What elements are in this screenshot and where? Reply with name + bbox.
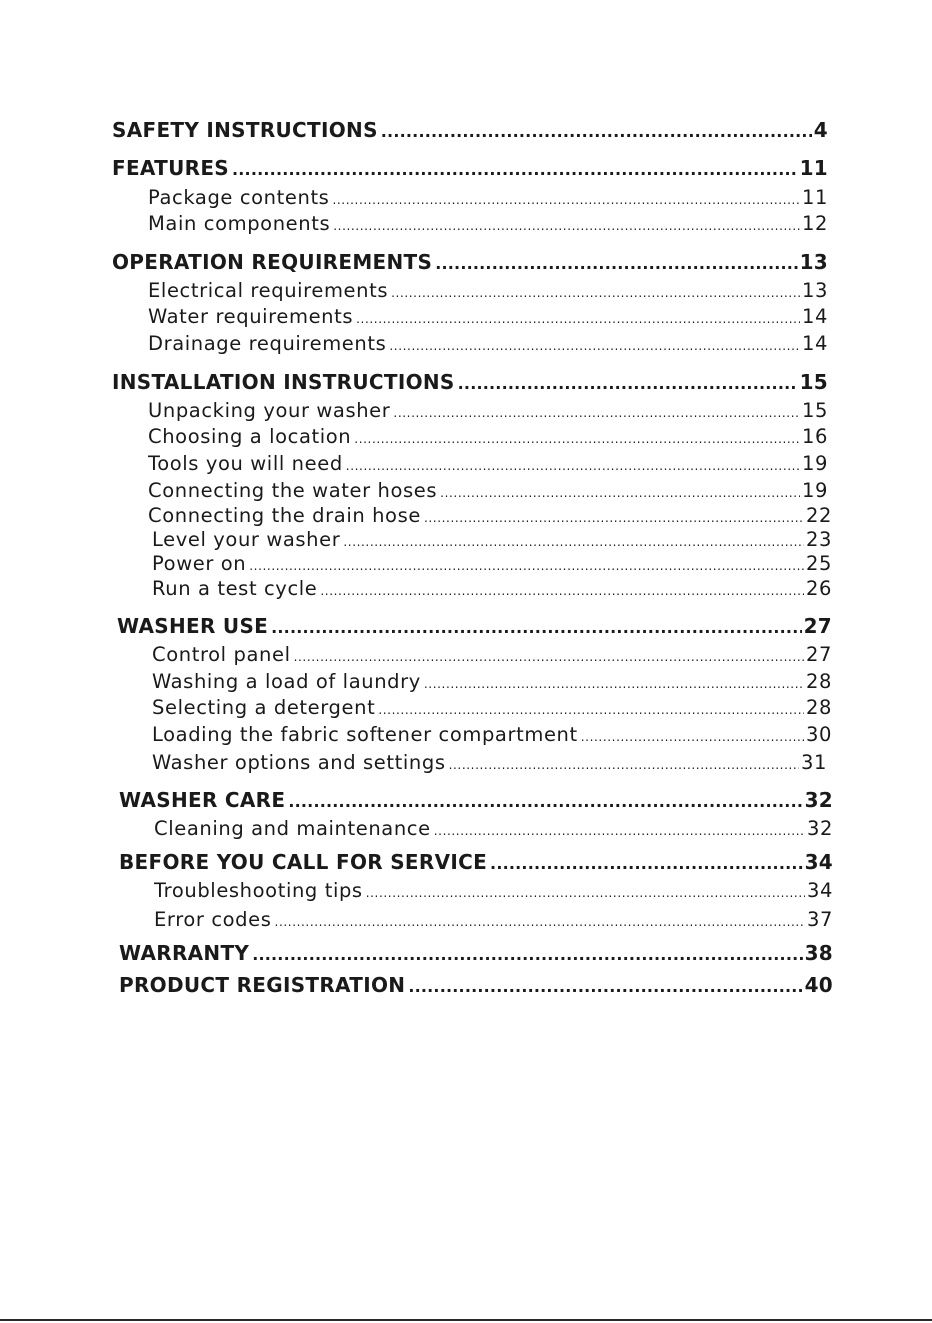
toc-entry-warranty[interactable] [119,941,833,965]
toc-entry-label: Tools you will need [148,452,343,475]
toc-entry-label: Selecting a detergent [152,696,376,719]
toc-leader-dots [366,886,805,900]
toc-entry-page: 22 [805,504,832,527]
toc-entry-label: Washer options and settings [152,751,446,774]
toc-leader-dots [458,374,798,393]
toc-entry-page: 27 [803,614,832,638]
toc-entry-label: OPERATION REQUIREMENTS [112,250,433,274]
toc-entry-label: Water requirements [148,305,354,328]
toc-entry-label: Choosing a location [148,425,352,448]
toc-entry-electrical-requirements[interactable] [148,279,828,302]
toc-entry-unpacking-your-washer[interactable] [148,399,828,422]
toc-entry-label: Unpacking your washer [148,399,391,422]
toc-entry-page: 4 [813,118,828,142]
toc-entry-label: Control panel [152,643,291,666]
toc-entry-label: Washing a load of laundry [152,670,421,693]
toc-leader-dots [408,977,802,996]
toc-entry-page: 16 [801,425,828,448]
toc-entry-choosing-a-location[interactable] [148,425,828,448]
toc-entry-page: 27 [805,643,832,666]
toc-entry-page: 11 [799,156,828,180]
toc-entry-drainage-requirements[interactable] [148,332,828,355]
toc-entry-label: Error codes [154,908,272,931]
toc-leader-dots [381,122,812,141]
toc-entry-features[interactable] [112,156,828,180]
toc-entry-level-your-washer[interactable] [152,528,832,551]
toc-leader-dots [440,486,800,500]
toc-entry-label: Run a test cycle [152,577,318,600]
toc-entry-page: 13 [801,279,828,302]
toc-entry-page: 19 [801,479,828,502]
toc-entry-page: 28 [805,670,832,693]
toc-entry-troubleshooting-tips[interactable] [154,879,833,902]
toc-leader-dots [332,193,800,207]
toc-entry-label: INSTALLATION INSTRUCTIONS [112,370,455,394]
toc-leader-dots [490,854,803,873]
toc-leader-dots [581,730,804,744]
toc-entry-label: Electrical requirements [148,279,389,302]
toc-leader-dots [320,584,804,598]
toc-entry-page: 34 [806,879,833,902]
toc-entry-page: 15 [799,370,828,394]
toc-entry-washing-a-load-of-laundry[interactable] [152,670,832,693]
toc-leader-dots [294,650,804,664]
toc-entry-page: 37 [806,908,833,931]
toc-entry-operation-requirements[interactable] [112,250,828,274]
toc-entry-label: Cleaning and maintenance [154,817,431,840]
toc-entry-package-contents[interactable] [148,186,828,209]
toc-leader-dots [271,618,801,637]
toc-entry-run-a-test-cycle[interactable] [152,577,832,600]
toc-leader-dots [346,459,800,473]
toc-entry-connecting-the-water-hoses[interactable] [148,479,828,502]
toc-entry-page: 14 [801,332,828,355]
toc-entry-washer-use[interactable] [117,614,832,638]
toc-entry-page: 23 [805,528,832,551]
page-bottom-rule [0,1319,932,1321]
toc-leader-dots [424,677,804,691]
toc-entry-product-registration[interactable] [119,973,833,997]
toc-entry-label: Main components [148,212,331,235]
toc-entry-main-components[interactable] [148,212,828,235]
toc-entry-page: 34 [804,850,833,874]
toc-leader-dots [232,160,798,179]
toc-leader-dots [393,406,800,420]
toc-entry-label: Power on [152,552,247,575]
toc-leader-dots [343,535,804,549]
toc-leader-dots [378,703,804,717]
toc-entry-label: Loading the fabric softener compartment [152,723,578,746]
toc-leader-dots [356,312,800,326]
toc-entry-label: FEATURES [112,156,229,180]
toc-entry-water-requirements[interactable] [148,305,828,328]
toc-entry-safety-instructions[interactable] [112,118,828,142]
toc-leader-dots [435,254,797,273]
toc-entry-label: WARRANTY [119,941,250,965]
toc-entry-label: SAFETY INSTRUCTIONS [112,118,378,142]
toc-entry-label: Drainage requirements [148,332,387,355]
toc-entry-label: WASHER CARE [119,788,286,812]
toc-entry-washer-options-and-settings[interactable] [152,751,827,774]
toc-entry-cleaning-and-maintenance[interactable] [154,817,833,840]
toc-entry-page: 32 [804,788,833,812]
toc-entry-power-on[interactable] [152,552,832,575]
toc-entry-selecting-a-detergent[interactable] [152,696,832,719]
toc-entry-label: WASHER USE [117,614,269,638]
toc-leader-dots [391,286,800,300]
toc-entry-label: Package contents [148,186,330,209]
toc-entry-installation-instructions[interactable] [112,370,828,394]
toc-entry-label: Connecting the drain hose [148,504,421,527]
toc-entry-page: 28 [805,696,832,719]
toc-entry-page: 32 [806,817,833,840]
toc-leader-dots [275,915,805,929]
toc-entry-washer-care[interactable] [119,788,833,812]
toc-entry-before-you-call-for-service[interactable] [119,850,833,874]
toc-entry-page: 31 [800,751,827,774]
toc-entry-label: BEFORE YOU CALL FOR SERVICE [119,850,488,874]
toc-leader-dots [449,758,799,772]
toc-entry-loading-the-fabric-softener-compartment[interactable] [152,723,832,746]
toc-leader-dots [252,945,802,964]
toc-leader-dots [354,432,800,446]
toc-entry-page: 19 [801,452,828,475]
toc-entry-page: 11 [801,186,828,209]
toc-entry-page: 15 [801,399,828,422]
toc-leader-dots [389,339,800,353]
toc-entry-page: 14 [801,305,828,328]
toc-entry-label: Level your washer [152,528,341,551]
toc-entry-page: 40 [804,973,833,997]
toc-entry-page: 13 [799,250,828,274]
toc-leader-dots [249,559,804,573]
toc-entry-label: Connecting the water hoses [148,479,438,502]
toc-entry-tools-you-will-need[interactable] [148,452,828,475]
toc-leader-dots [424,511,804,525]
toc-leader-dots [288,792,802,811]
toc-entry-label: PRODUCT REGISTRATION [119,973,406,997]
toc-leader-dots [434,824,805,838]
toc-entry-control-panel[interactable] [152,643,832,666]
toc-entry-error-codes[interactable] [154,908,833,931]
toc-entry-page: 12 [801,212,828,235]
toc-entry-page: 26 [805,577,832,600]
toc-entry-connecting-the-drain-hose[interactable] [148,504,832,527]
toc-entry-label: Troubleshooting tips [154,879,363,902]
toc-entry-page: 30 [805,723,832,746]
toc-leader-dots [333,219,800,233]
toc-entry-page: 38 [804,941,833,965]
toc-entry-page: 25 [805,552,832,575]
